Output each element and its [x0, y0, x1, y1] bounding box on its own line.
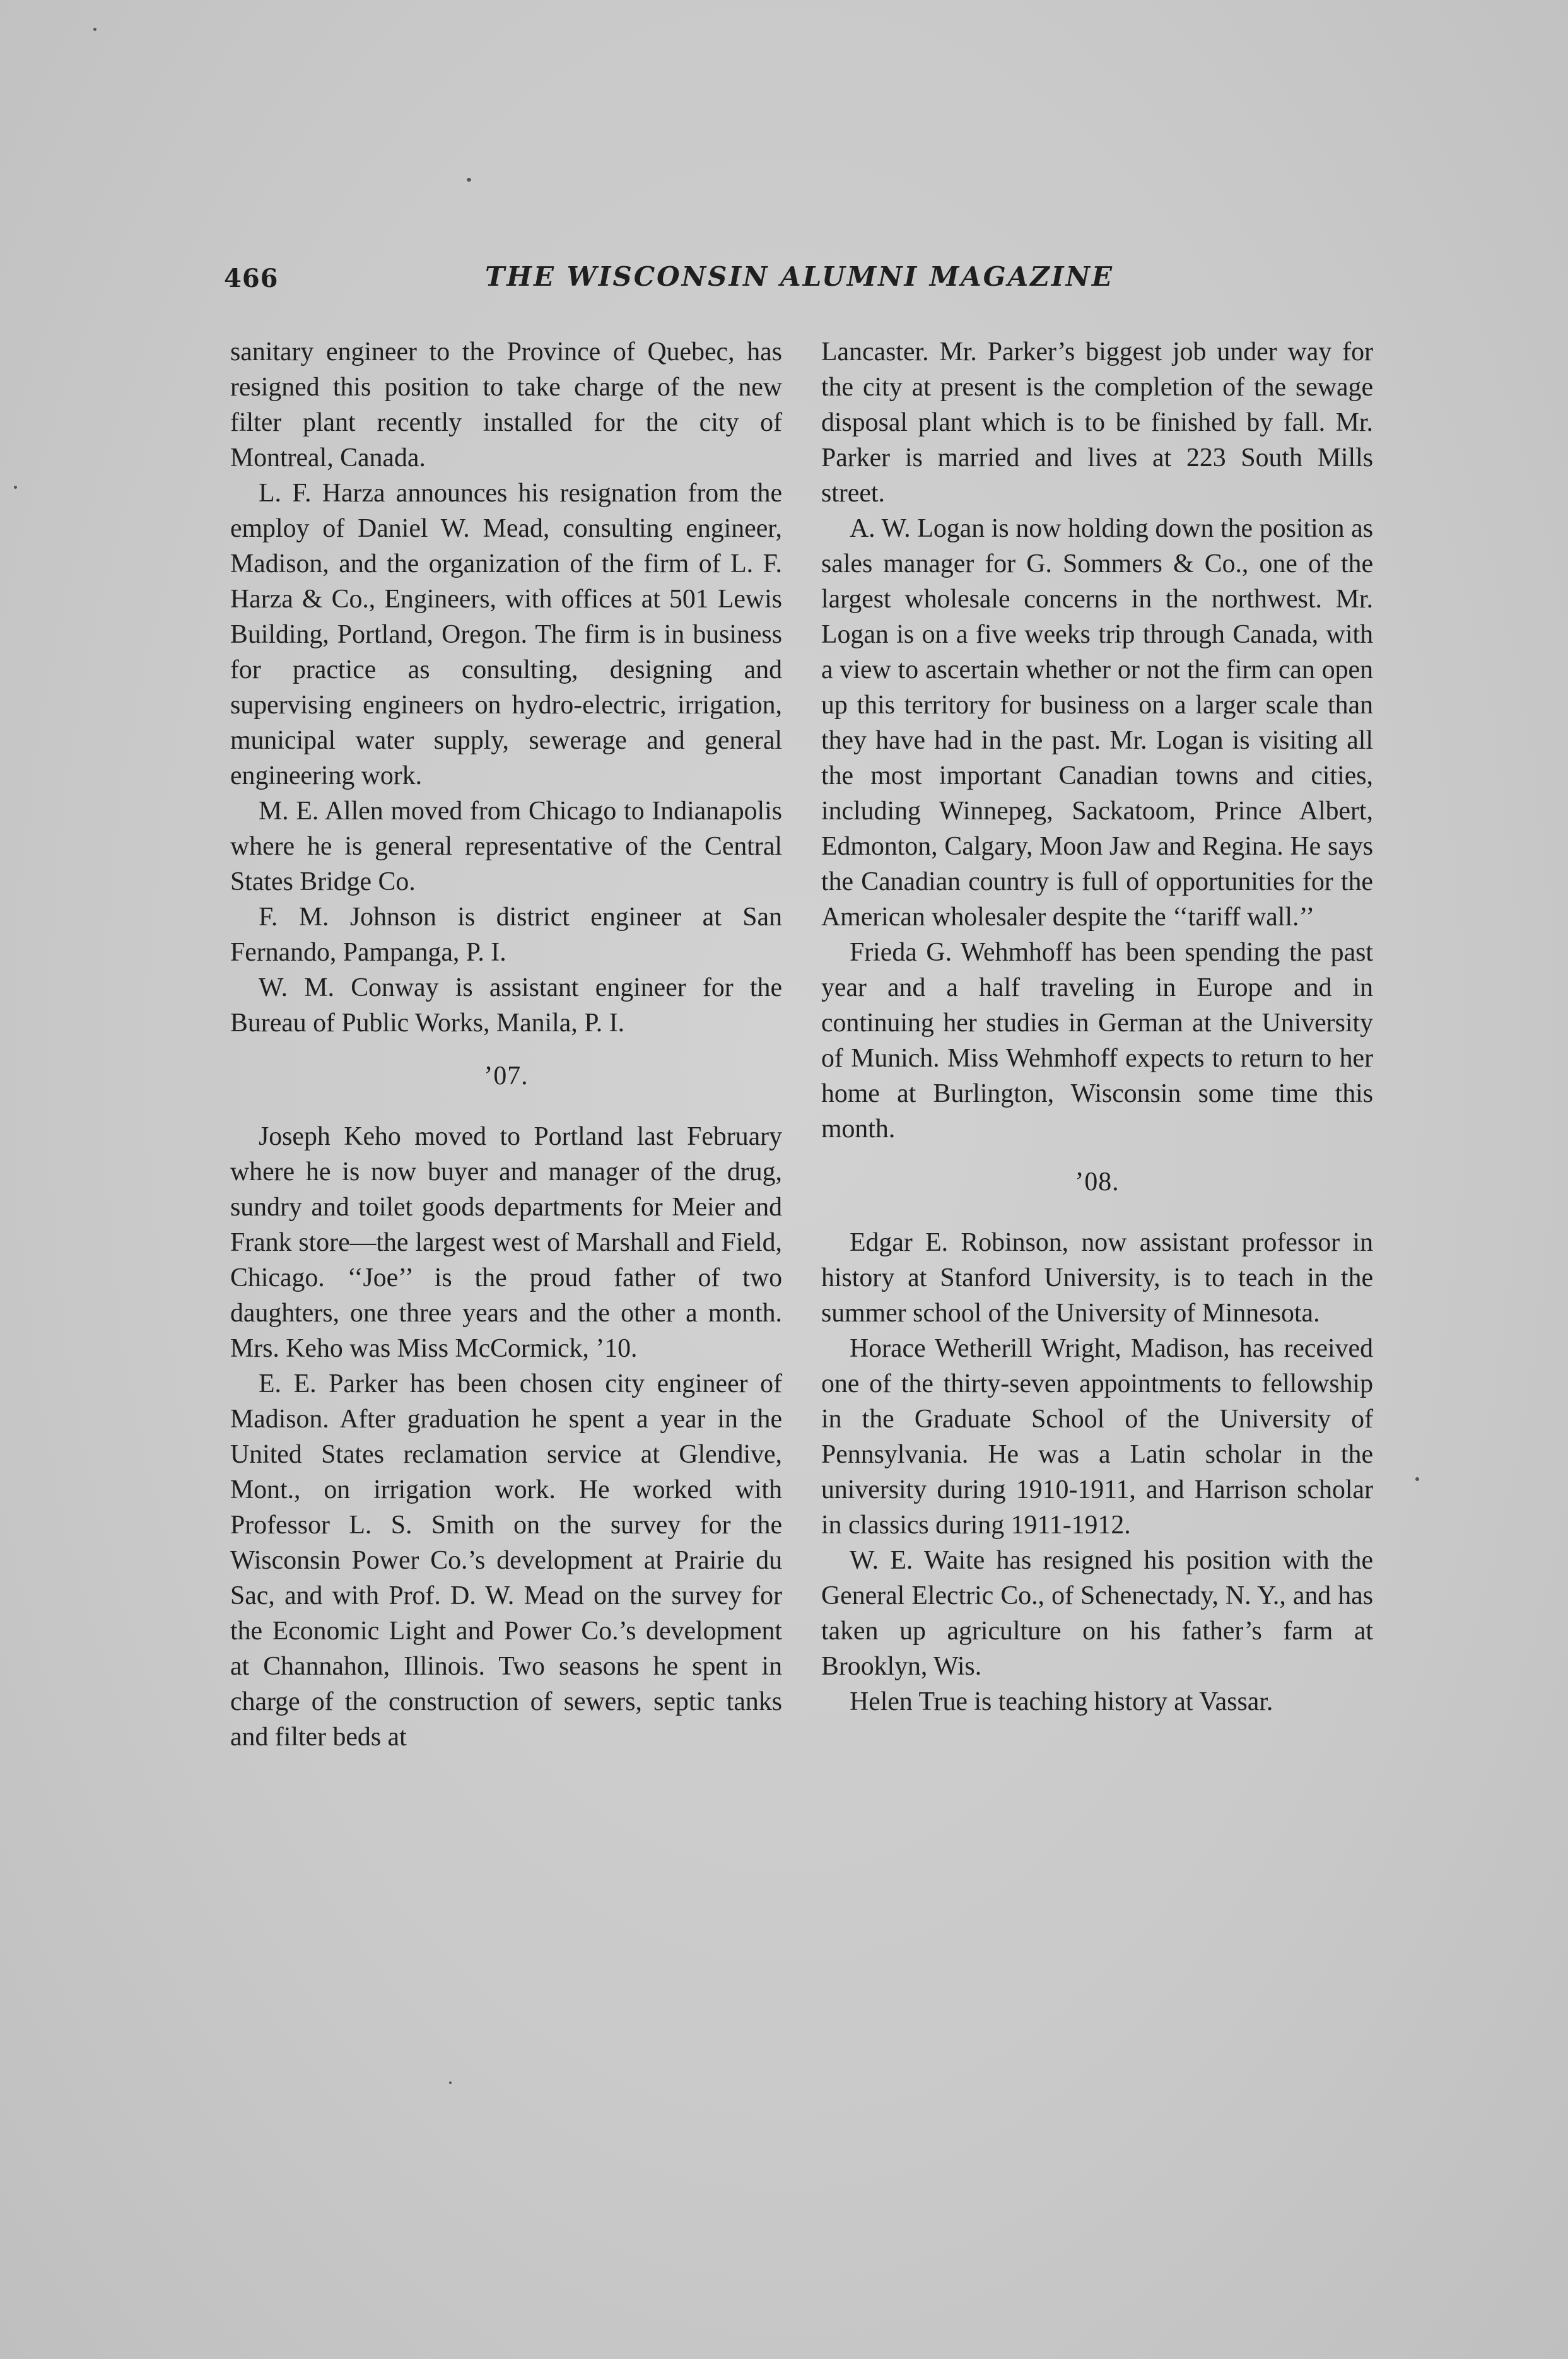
paragraph-robinson: Edgar E. Robinson, now assistant professor in history at Stanford University, is to teach in the summer school of the University of Minnesota. [821, 1228, 1373, 1328]
paper-speck [467, 178, 471, 182]
paragraph-true: Helen True is teaching history at Vassar. [850, 1687, 1273, 1716]
paragraph-conway: W. M. Conway is assistant engineer for the Bureau of Public Works, Manila, P. I. [230, 973, 782, 1038]
page-number: 466 [224, 264, 279, 293]
paragraph-allen: M. E. Allen moved from Chicago to Indianapolis where he is general representative of the Central States Bridge Co. [230, 797, 782, 896]
paper-speck [1415, 1477, 1419, 1481]
running-title: THE WISCONSIN ALUMNI MAGAZINE [485, 261, 1114, 292]
paragraph-parker-continued: Lancaster. Mr. Parker’s biggest job under way for the city at present is the completion of the sewage disposal plant which is to be finished by fall. Mr. Parker is married and lives at 223 South Mills street. [821, 337, 1373, 508]
paragraph-harza: L. F. Harza announces his resignation from the employ of Daniel W. Mead, consulting engineer, Madison, and the organization of the firm of L. F. Harza & Co., Engineers, with offices at 501 Lewis Building, Portland, Oregon. The firm is in business for practice as consulting, designing and supervising engineers on hydro-electric, irrigation, municipal water supply, sewerage and general engineering work. [230, 479, 782, 790]
page-header [224, 259, 1375, 303]
paragraph-waite: W. E. Waite has resigned his position with the General Electric Co., of Schenectady, N. Y., and has taken up agriculture on his father’s farm at Brooklyn, Wis. [821, 1546, 1373, 1681]
left-column [230, 334, 782, 1755]
paragraph-wehmhoff: Frieda G. Wehmhoff has been spending the past year and a half traveling in Europe and in continuing her studies in German at the University of Munich. Miss Wehmhoff expects to return to her home at Burlington, Wisconsin some time this month. [821, 938, 1373, 1144]
class-heading-08: ’08. [1075, 1168, 1120, 1197]
paper-speck [93, 28, 97, 31]
paragraph-logan: A. W. Logan is now holding down the position as sales manager for G. Sommers & Co., one of the largest wholesale concerns in the northwest. Mr. Logan is on a five weeks trip through Canada, with a view to ascertain whether or not the firm can open up this territory for business on a larger scale than they have had in the past. Mr. Logan is visiting all the most important Canadian towns and cities, including Winnepeg, Sackatoom, Prince Albert, Edmonton, Calgary, Moon Jaw and Regina. He says the Canadian country is full of opportunities for the American wholesaler despite the ‘‘tariff wall.’’ [821, 514, 1373, 932]
paragraph-parker: E. E. Parker has been chosen city engineer of Madison. After graduation he spent a year in the United States reclamation service at Glendive, Mont., on irrigation work. He worked with Professor L. S. Smith on the survey for the Wisconsin Power Co.’s development at Prairie du Sac, and with Prof. D. W. Mead on the survey for the Economic Light and Power Co.’s development at Channahon, Illinois. Two seasons he spent in charge of the construction of sewers, septic tanks and filter beds at [230, 1369, 782, 1752]
paragraph-wright: Horace Wetherill Wright, Madison, has received one of the thirty-seven appointments to fellowship in the Graduate School of the University of Pennsylvania. He was a Latin scholar in the university during 1910-1911, and Harrison scholar in classics during 1911-1912. [821, 1334, 1373, 1540]
paragraph-keho: Joseph Keho moved to Portland last February where he is now buyer and manager of the drug, sundry and toilet goods departments for Meier and Frank store—the largest west of Marshall and Field, Chicago. ‘‘Joe’’ is the proud father of two daughters, one three years and the other a month. Mrs. Keho was Miss McCormick, ’10. [230, 1122, 782, 1363]
paragraph-quebec-continued: sanitary engineer to the Province of Quebec, has resigned this position to take charge of the new filter plant recently installed for the city of Montreal, Canada. [230, 337, 782, 472]
paragraph-johnson: F. M. Johnson is district engineer at San Fernando, Pampanga, P. I. [230, 903, 782, 967]
paper-speck [14, 486, 17, 489]
right-column [821, 334, 1373, 1719]
class-heading-07: ’07. [484, 1062, 529, 1091]
paper-speck [449, 2081, 452, 2084]
